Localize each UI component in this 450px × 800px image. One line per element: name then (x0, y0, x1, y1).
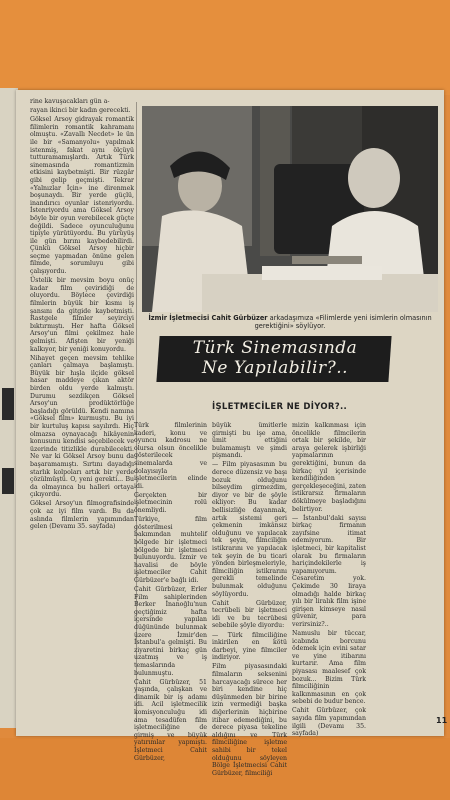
photo-caption (142, 314, 438, 330)
interview-photo (142, 106, 438, 312)
paragraph: Cahit Gürbüzer, 51 yaşında, çalışkan ve dinamik bir iş adamı idi. Acil işletmecilik komisyonculuğu idi ama tesadüfen film işletmeciliğine de girmiş ve büyük yatırımlar yapmıştı. İşletmeci Cahit Gürbüzer, (134, 678, 207, 762)
paragraph: — İstanbul'daki sayısı birkaç firmanın zayıfsine itimat edemiyorum. Bir işletmeci, bir kapitalist olarak bu firmaların hariçindekilerle iş yapamıyorum. Cesaretim yok. Çekimde 30 liraya olmadığı halde birkaç yılı bir liralık film işine girişen kimseye nasıl güvenir, para verirsiniz?.. (292, 514, 366, 628)
page-number: 11 (436, 716, 448, 725)
paragraph: büyük ümitlerle girmişti bu işe ama, ümit ettiğini bulamamıştı ve şimdi pişmandı. (212, 422, 287, 460)
article-column-3 (292, 422, 366, 739)
photo-illustration (142, 106, 438, 312)
paragraph: Göksel Arsoy gidrayak romantik filimlerin romantik kahramanı olmuştu. «Zavallı Necdet» le ün ile bir «Samanyolu» yapılmak istenmiş, fakat aynı ölçüyü tutturamamışlardı. Artık Türk sinemasında romantizmin etkisini kaybetmişti. Bir rüzgâr gibi gelip geçmişti. Tekrar «Yalnızlar İçin» ine direnmek boşunaydı. Bir yerde güçlü, inandırıcı oyunlar istenriyordu. İstenriyordu ama Göksel Arsoy böyle bir oyun verebilecek güçte değildi. Sadece oyunculuğunu tipiyle yürütüyordu. Bu yürüyüş ile gün bırını kaybedebilirdi. Çünkü Göksel Arsoy hiçbir seçme yapmadan önüne gelen filmde, sorumluyu gibi çalışıyordu. (30, 116, 134, 276)
paragraph: — Film piyasasının bu derece düzensiz ve başı bozuk olduğunu bilseydim girmezdim, diyor ve bir de şöyle ekliyor: Bu kadar bellisizliğe dayanmak, artık sistemi geri çekmenin imkânsız olduğunu ve yapılacak tek şeyin, filmciliğin istikrarını ve yapılacak tek şeyin de bu ticari yönden birleşmeleriyle, filmciliğin istikrarını gerekli temelinde bulunmak olduğunu söylüyordu. (212, 461, 287, 598)
caption-text: arkadaşımıza «Filimlerde yeni isimlerin olmasının gerektiğini» söylüyor. (254, 314, 432, 330)
paragraph: — Türk filmciliğine inkirilen en kötü darbeyi, yine filmciler indiriyor. (212, 631, 287, 662)
previous-page-ink (2, 388, 14, 420)
paragraph: Film piyasasındaki filmaların seksenini harcayacağı sürece her biri kendine hiç düşünmeden bir birine izin vermediği başka diğerlerinin hiçbirine itibar edemediğini, bu derece piyasa tekeline aldığını ve Türk filmciliğine işletme sahibi bir tekel olduğunu söyleyen Bölge İşletmecisi Cahit Gürbüzer, filmciliği (212, 663, 287, 777)
paragraph: Türkiye, film gösterilmesi bakımından muhtelif bölgede bir işletmeci bölgede bir işletmeci bulunuyordu. İzmir ve havalisi de böyle işletmeciler Cahit Gürbüzer'e bağlı idi. (134, 516, 207, 584)
magazine-page (16, 90, 448, 777)
headline-line-1: Türk Sinemasında (192, 338, 358, 358)
paragraph: Nihayet geçen mevsim tehlike çanları çalmaya başlamıştı. Büyük bir hışla ilçide göksel hasar maddeye çıkan aktör birden oldu yerde kalmıştı. Durumu sezdikçen Göksel Arsoy'un prodüktörlüğe başladığı görüldü. Kendi namına «Göksel film» kurmuştu. Bu iyi bir kurtuluş kapısı sayılırdı. Hiç olmazsa oynayacağı hikâyenin konusunu kendisi seçebilecek ve üzerinde titizlikle durabilecekti. Ne var ki Göksel Arsoy bunu da başaramamıştı. Sırtını dayadığı starlık kolpoları artık bir yerde çözülmüştü. O, yeni gerekti... Bu da olmayınca bu halleri ortaya çıkıyordu. (30, 354, 134, 499)
article-column-1 (134, 422, 207, 764)
subheading: İŞLETMECİLER NE DİYOR?.. (212, 402, 348, 412)
background-top (0, 0, 450, 95)
paragraph: Cahit Gürbüzer, çok sayıda film yapımından ilgili (Devamı 35. sayfada) (292, 707, 366, 738)
paragraph: mizin kalkınması için öncelikle filmcilerin ortak bir şekilde, bir araya gelerek işbirliği yapmalarının gerektiğini, bunun da birkaç yıl içerisinde kendiliğinden gerçekleşeceğini, zaten istikrarsız firmaların dökülmeye başladığını belirtiyor. (292, 422, 366, 513)
paragraph: rine kavuşacakları gün a- (30, 98, 110, 105)
caption-lead: İzmir İşletmecisi Cahit Gürbüzer (148, 314, 268, 322)
headline-line-2: Ne Yapılabilir?.. (201, 358, 348, 378)
article-column-2 (212, 422, 287, 779)
paragraph: Cahit Gürbüzer, tecrübeli bir işletmeci idi ve bu tecrübesi sebebile şöyle diyordu: (212, 599, 287, 630)
headline (164, 338, 386, 378)
paragraph: Cahit Gürbüzer, Erler Film sahiplerinden Berker İnanoğlu'nun geçtiğimiz hafta içersinde yapılan düğününde bulunmak üzere İzmir'den İstanbul'a gelmişti. Bu ziyaretini birkaç gün uzatmış ve iş temaslarında bulunmuştu. (134, 585, 207, 677)
paragraph: Gerçekten bir işletmecinin rolü önemliydi. (134, 491, 207, 515)
previous-page-ink (2, 468, 14, 494)
left-column (30, 98, 134, 728)
paragraph: Üstelik bir mevsim boyu onüç kadar film çeviridiği de oluyordu. Böylece çevirdiği filmlerin büyük bir kısmı iş şansını da gitgide kaybetmişti. Rastgele filmler seyirciyi bıktırmıştı. Her hafta Göksel Arsoy'un filmi çekilmez hale gelmişti. Afişten bir yeniği kalkıyor, bir yeniği konuyordu. (30, 277, 134, 353)
paragraph: Namuslu bir tüccar, icabında borcunu ödemek için evini satar ve yine itibarını kurtarır. Ama film piyasası maalesef çok bozuk... Bizim Türk filmciliğinin kalkınmasının en çok sebebi de budur bence. (292, 630, 366, 706)
paragraph: Göksel Arsoy'un filmografisinde çok az iyi film vardı. Bu da aslında filmlerin yapımından gelen (Devamı 35. sayfada) (30, 500, 134, 531)
paragraph: Türk filmlerinin kaderi, konu ve oyuncu kadrosu ne olursa olsun öncelikle gösterilecek sinemalarda ve dolayısıyla işletmecilerin elinde idi. (134, 422, 207, 490)
paragraph: rayan ikinci bir kadın gerecekti. (30, 107, 131, 115)
